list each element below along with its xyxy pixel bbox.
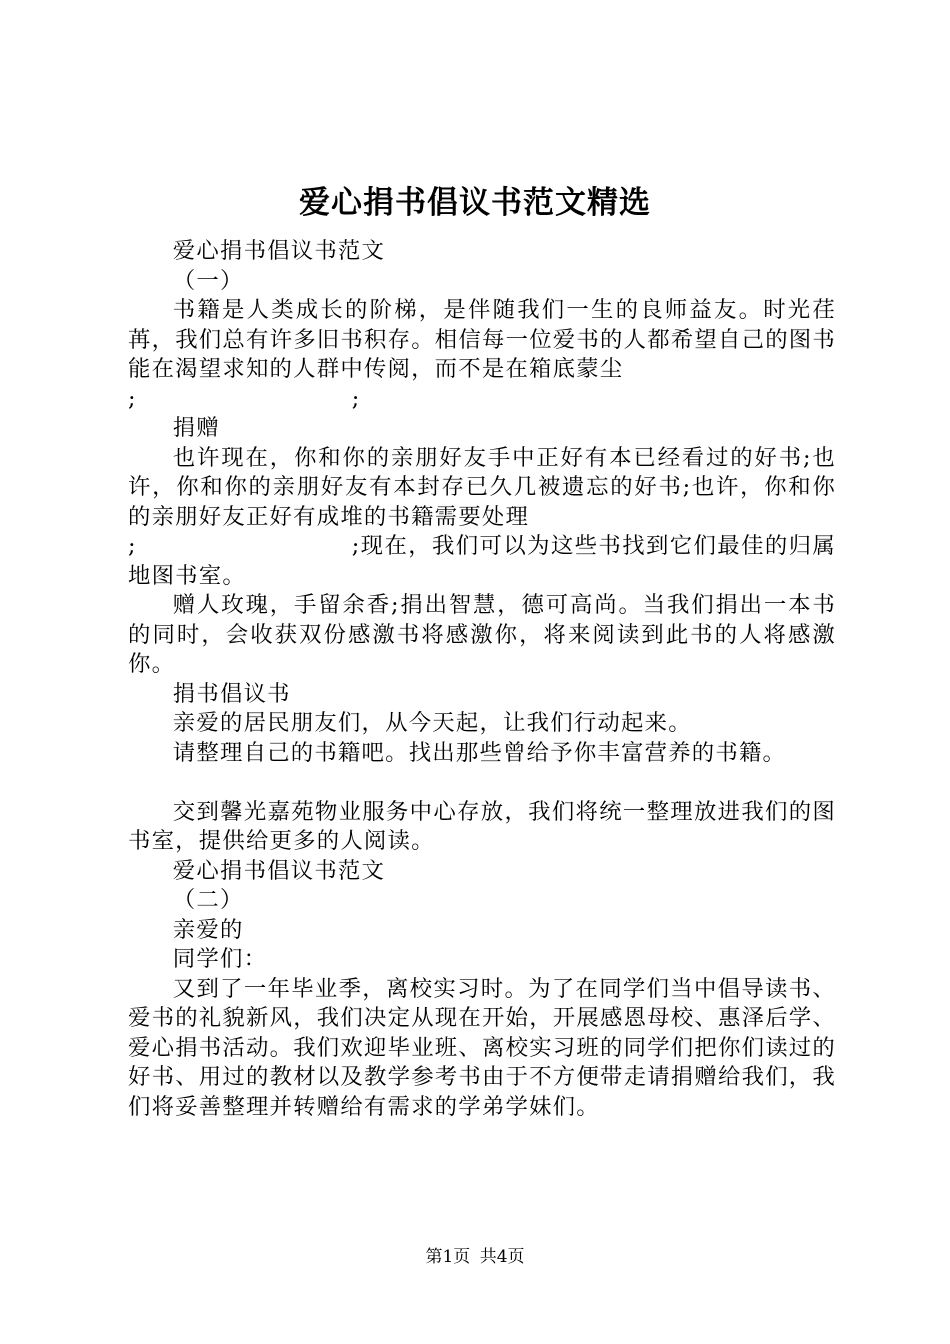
page-footer: [0, 1246, 950, 1268]
page-total: 共4页: [479, 1247, 525, 1267]
paragraph-greeting: 亲爱的居民朋友们，从今天起，让我们行动起来。: [172, 710, 692, 736]
paragraph-intro: 书籍是人类成长的阶梯，是伴随我们一生的良师益友。时光荏苒，我们总有许多旧书积存。相信每一位爱书的人都希望自己的图书能在渴望求知的人群中传阅，而不是在箱底蒙尘: [128, 297, 836, 382]
semicolon-mark: ;: [128, 385, 137, 412]
heading-donate: 捐赠: [172, 415, 220, 441]
paragraph-organize: 请整理自己的书籍吧。找出那些曾给予你丰富营养的书籍。: [172, 739, 787, 766]
section-number-2: （二）: [172, 887, 244, 913]
subtitle-2: 爱心捐书倡议书范文: [172, 857, 386, 884]
paragraph-maybe: 也许现在，你和你的亲朋好友手中正好有本已经看过的好书;也许，你和你的亲朋好友有本封存已久几被遗忘的好书;也许，你和你的亲朋好友正好有成堆的书籍需要处理: [128, 444, 836, 530]
salutation-2: 同学们：: [172, 946, 268, 972]
placeholder-line-1: [128, 385, 836, 415]
document-title: 爱心捐书倡议书范文精选: [299, 185, 651, 221]
section-number-1: （一）: [172, 267, 244, 294]
semicolon-mark: ;: [128, 533, 137, 559]
heading-proposal: 捐书倡议书: [172, 680, 291, 707]
paragraph-deliver: 交到馨光嘉苑物业服务中心存放，我们将统一整理放进我们的图书室，提供给更多的人阅读。: [128, 798, 836, 854]
paragraph-rose: 赠人玫瑰，手留余香;捐出智慧，德可高尚。当我们捐出一本书的同时，会收获双份感激书将感激你，将来阅读到此书的人将感激你。: [128, 592, 836, 677]
subtitle-1: 爱心捐书倡议书范文: [172, 238, 386, 264]
paragraph-now: [128, 532, 836, 591]
paragraph-now-text: ;现在，我们可以为这些书找到它们最佳的归属地图书室。: [128, 533, 836, 589]
document-body: [128, 237, 836, 1122]
paragraph-graduation: 又到了一年毕业季，离校实习时。为了在同学们当中倡导读书、爱书的礼貌新风，我们决定从现在开始，开展感恩母校、惠泽后学、爱心捐书活动。我们欢迎毕业班、离校实习班的同学们把你们读过的好书、用过的教材以及教学参考书由于不方便带走请捐赠给我们，我们将妥善整理并转赠给有需求的学弟学妹们。: [128, 975, 836, 1120]
page-number: 第1页: [425, 1247, 471, 1267]
salutation-1: 亲爱的: [172, 916, 244, 943]
semicolon-mark: ;: [351, 385, 361, 412]
